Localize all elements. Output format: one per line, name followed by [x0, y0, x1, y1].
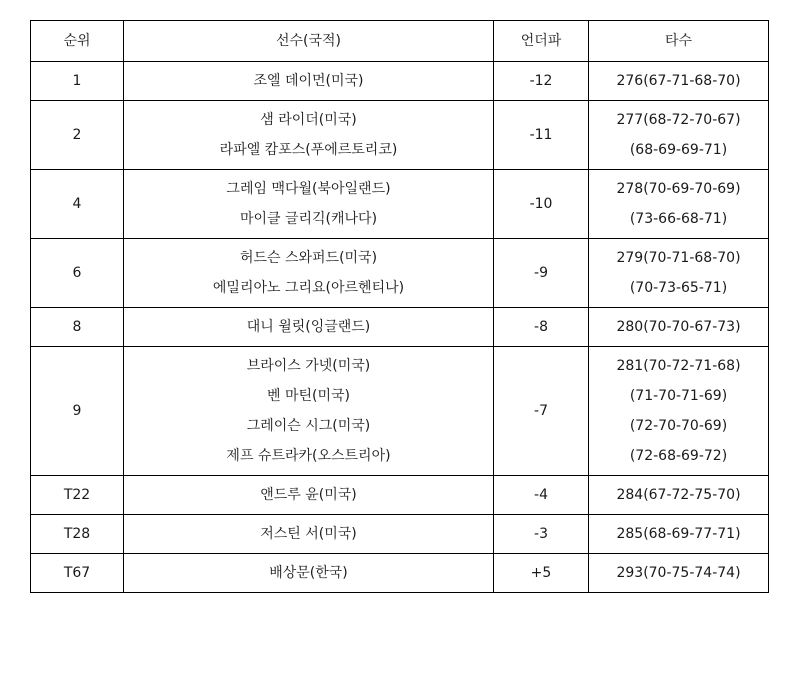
table-row — [31, 101, 769, 170]
rank-cell: 9 — [31, 347, 124, 476]
rank-cell: T22 — [31, 476, 124, 515]
player-cell — [124, 554, 494, 593]
strokes-cell — [589, 170, 769, 239]
player-name: 에밀리아노 그리요(아르헨티나) — [212, 280, 405, 296]
player-name: 브라이스 가넷(미국) — [246, 358, 371, 374]
player-name: 그레이슨 시그(미국) — [246, 418, 371, 434]
score-line: (70-73-65-71) — [629, 280, 728, 296]
under-par-cell: -9 — [494, 239, 589, 308]
rank-cell: 2 — [31, 101, 124, 170]
player-name: 제프 슈트라카(오스트리아) — [226, 448, 391, 464]
player-name: 그레임 맥다월(북아일랜드) — [226, 181, 391, 197]
player-cell — [124, 101, 494, 170]
score-line: 293(70-75-74-74) — [616, 565, 741, 581]
player-name: 샘 라이더(미국) — [260, 112, 357, 128]
rank-cell: 4 — [31, 170, 124, 239]
header-under-par: 언더파 — [494, 21, 589, 62]
table-row — [31, 170, 769, 239]
table-header — [31, 21, 769, 62]
header-player: 선수(국적) — [124, 21, 494, 62]
player-name: 벤 마틴(미국) — [267, 388, 350, 404]
under-par-cell: -10 — [494, 170, 589, 239]
score-line: 284(67-72-75-70) — [616, 487, 741, 503]
table-row — [31, 476, 769, 515]
under-par-cell: -3 — [494, 515, 589, 554]
score-line: (73-66-68-71) — [629, 211, 728, 227]
player-name: 앤드루 윤(미국) — [260, 487, 357, 503]
player-cell — [124, 239, 494, 308]
rank-cell: T67 — [31, 554, 124, 593]
score-line: 279(70-71-68-70) — [616, 250, 741, 266]
player-name: 저스틴 서(미국) — [260, 526, 357, 542]
under-par-cell: -12 — [494, 62, 589, 101]
header-row — [31, 21, 769, 62]
table-row — [31, 239, 769, 308]
score-line: 276(67-71-68-70) — [616, 73, 741, 89]
score-line: 281(70-72-71-68) — [616, 358, 741, 374]
rank-cell: T28 — [31, 515, 124, 554]
player-name: 라파엘 캄포스(푸에르토리코) — [219, 142, 398, 158]
player-cell — [124, 62, 494, 101]
under-par-cell: -4 — [494, 476, 589, 515]
table-row — [31, 515, 769, 554]
under-par-cell: +5 — [494, 554, 589, 593]
table-row — [31, 62, 769, 101]
score-line: (72-70-70-69) — [629, 418, 728, 434]
strokes-cell — [589, 476, 769, 515]
player-name: 허드슨 스와퍼드(미국) — [239, 250, 378, 266]
score-line: 278(70-69-70-69) — [616, 181, 741, 197]
score-line: (72-68-69-72) — [629, 448, 728, 464]
player-cell — [124, 308, 494, 347]
under-par-cell: -11 — [494, 101, 589, 170]
strokes-cell — [589, 308, 769, 347]
rank-cell: 8 — [31, 308, 124, 347]
player-cell — [124, 476, 494, 515]
score-line: 277(68-72-70-67) — [616, 112, 741, 128]
table-row — [31, 347, 769, 476]
score-line: (71-70-71-69) — [629, 388, 728, 404]
table-row — [31, 554, 769, 593]
player-name: 배상문(한국) — [269, 565, 348, 581]
under-par-cell: -7 — [494, 347, 589, 476]
strokes-cell — [589, 239, 769, 308]
strokes-cell — [589, 62, 769, 101]
table-row — [31, 308, 769, 347]
rank-cell: 1 — [31, 62, 124, 101]
table-body — [31, 62, 769, 593]
score-line: 285(68-69-77-71) — [616, 526, 741, 542]
strokes-cell — [589, 515, 769, 554]
player-name: 조엘 데이먼(미국) — [253, 73, 364, 89]
rank-cell: 6 — [31, 239, 124, 308]
player-cell — [124, 170, 494, 239]
score-line: 280(70-70-67-73) — [616, 319, 741, 335]
player-cell — [124, 515, 494, 554]
leaderboard-table — [30, 20, 769, 593]
player-name: 마이클 글리긱(캐나다) — [239, 211, 378, 227]
strokes-cell — [589, 347, 769, 476]
header-rank: 순위 — [31, 21, 124, 62]
under-par-cell: -8 — [494, 308, 589, 347]
header-strokes: 타수 — [589, 21, 769, 62]
strokes-cell — [589, 554, 769, 593]
score-line: (68-69-69-71) — [629, 142, 728, 158]
player-name: 대니 윌릿(잉글랜드) — [246, 319, 371, 335]
strokes-cell — [589, 101, 769, 170]
player-cell — [124, 347, 494, 476]
